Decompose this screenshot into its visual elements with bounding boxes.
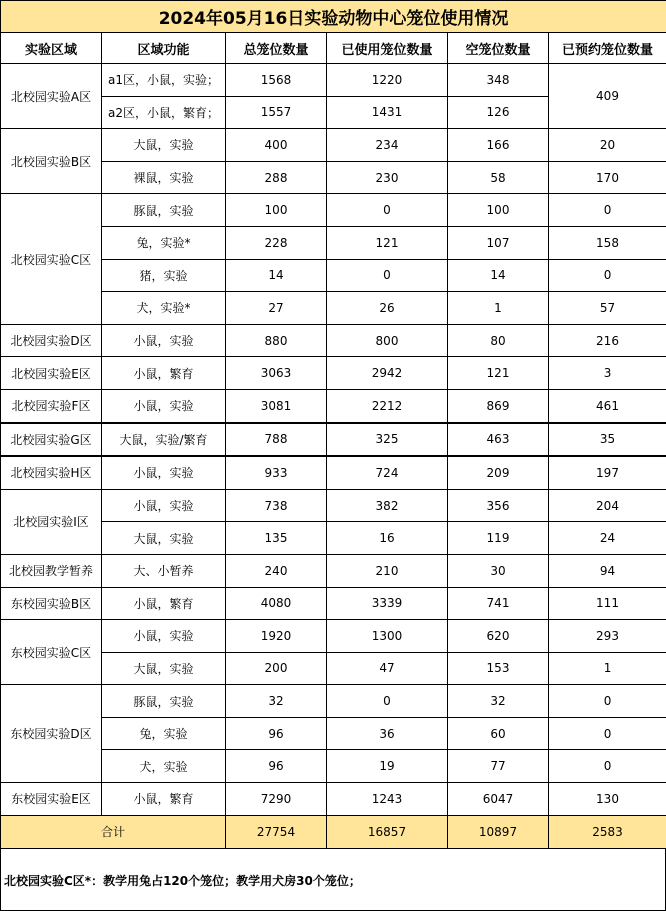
empty-cell: 741 bbox=[448, 587, 549, 620]
used-cell: 0 bbox=[327, 259, 448, 292]
reserved-cell: 24 bbox=[549, 522, 666, 555]
total-label: 合计 bbox=[1, 815, 226, 848]
table-row bbox=[1, 357, 666, 390]
empty-cell: 348 bbox=[448, 64, 549, 97]
reserved-cell: 461 bbox=[549, 389, 666, 422]
area-cell: 东校园实验E区 bbox=[1, 783, 102, 816]
reserved-cell: 1 bbox=[549, 652, 666, 685]
function-cell: 小鼠，实验 bbox=[102, 324, 226, 357]
table-row bbox=[1, 324, 666, 357]
function-cell: 小鼠，实验 bbox=[102, 620, 226, 653]
used-cell: 325 bbox=[327, 423, 448, 457]
total-cell: 933 bbox=[226, 456, 327, 489]
total-cell: 240 bbox=[226, 554, 327, 587]
table-row bbox=[1, 194, 666, 227]
used-cell: 0 bbox=[327, 194, 448, 227]
used-cell: 234 bbox=[327, 129, 448, 162]
empty-cell: 620 bbox=[448, 620, 549, 653]
used-cell: 724 bbox=[327, 456, 448, 489]
reserved-cell: 158 bbox=[549, 226, 666, 259]
function-cell: 小鼠，繁育 bbox=[102, 587, 226, 620]
reserved-cell: 409 bbox=[549, 64, 666, 129]
reserved-cell: 216 bbox=[549, 324, 666, 357]
total-sum-cell: 27754 bbox=[226, 815, 327, 848]
reserved-sum-cell: 2583 bbox=[549, 815, 666, 848]
total-cell: 7290 bbox=[226, 783, 327, 816]
empty-cell: 107 bbox=[448, 226, 549, 259]
function-cell: 大鼠，实验/繁育 bbox=[102, 423, 226, 457]
empty-cell: 30 bbox=[448, 554, 549, 587]
table-row bbox=[1, 587, 666, 620]
total-cell: 1568 bbox=[226, 64, 327, 97]
used-cell: 121 bbox=[327, 226, 448, 259]
reserved-cell: 94 bbox=[549, 554, 666, 587]
empty-cell: 80 bbox=[448, 324, 549, 357]
empty-cell: 60 bbox=[448, 717, 549, 750]
total-cell: 4080 bbox=[226, 587, 327, 620]
reserved-cell: 57 bbox=[549, 292, 666, 325]
table-row bbox=[1, 64, 666, 97]
reserved-cell: 170 bbox=[549, 161, 666, 194]
used-cell: 0 bbox=[327, 685, 448, 718]
used-cell: 19 bbox=[327, 750, 448, 783]
function-cell: a2区，小鼠，繁育； bbox=[102, 96, 226, 129]
header-empty-cages: 空笼位数量 bbox=[448, 33, 549, 64]
used-cell: 47 bbox=[327, 652, 448, 685]
used-sum-cell: 16857 bbox=[327, 815, 448, 848]
total-cell: 135 bbox=[226, 522, 327, 555]
table-row bbox=[1, 129, 666, 162]
reserved-cell: 35 bbox=[549, 423, 666, 457]
function-cell: 小鼠，实验 bbox=[102, 489, 226, 522]
function-cell: 兔，实验 bbox=[102, 717, 226, 750]
header-total-cages: 总笼位数量 bbox=[226, 33, 327, 64]
empty-cell: 77 bbox=[448, 750, 549, 783]
function-cell: 大、小暂养 bbox=[102, 554, 226, 587]
total-cell: 288 bbox=[226, 161, 327, 194]
area-cell: 北校园实验B区 bbox=[1, 129, 102, 194]
total-cell: 880 bbox=[226, 324, 327, 357]
area-cell: 北校园实验F区 bbox=[1, 389, 102, 422]
reserved-cell: 0 bbox=[549, 717, 666, 750]
total-cell: 27 bbox=[226, 292, 327, 325]
reserved-cell: 197 bbox=[549, 456, 666, 489]
reserved-cell: 20 bbox=[549, 129, 666, 162]
empty-cell: 100 bbox=[448, 194, 549, 227]
empty-cell: 209 bbox=[448, 456, 549, 489]
function-cell: 猪，实验 bbox=[102, 259, 226, 292]
used-cell: 1243 bbox=[327, 783, 448, 816]
reserved-cell: 111 bbox=[549, 587, 666, 620]
used-cell: 1431 bbox=[327, 96, 448, 129]
reserved-cell: 0 bbox=[549, 750, 666, 783]
area-cell: 北校园实验G区 bbox=[1, 423, 102, 457]
header-function: 区域功能 bbox=[102, 33, 226, 64]
empty-cell: 1 bbox=[448, 292, 549, 325]
footnote: 北校园实验C区*：教学用兔占120个笼位；教学用犬房30个笼位； bbox=[4, 873, 361, 888]
function-cell: 犬，实验 bbox=[102, 750, 226, 783]
empty-cell: 869 bbox=[448, 389, 549, 422]
reserved-cell: 0 bbox=[549, 259, 666, 292]
function-cell: 大鼠，实验 bbox=[102, 522, 226, 555]
reserved-cell: 0 bbox=[549, 685, 666, 718]
total-cell: 200 bbox=[226, 652, 327, 685]
total-cell: 228 bbox=[226, 226, 327, 259]
function-cell: a1区，小鼠，实验； bbox=[102, 64, 226, 97]
total-cell: 400 bbox=[226, 129, 327, 162]
function-cell: 大鼠，实验 bbox=[102, 129, 226, 162]
empty-cell: 463 bbox=[448, 423, 549, 457]
total-cell: 96 bbox=[226, 750, 327, 783]
area-cell: 北校园实验A区 bbox=[1, 64, 102, 129]
table-row bbox=[1, 389, 666, 422]
total-cell: 738 bbox=[226, 489, 327, 522]
used-cell: 3339 bbox=[327, 587, 448, 620]
function-cell: 犬，实验* bbox=[102, 292, 226, 325]
area-cell: 北校园实验E区 bbox=[1, 357, 102, 390]
reserved-cell: 293 bbox=[549, 620, 666, 653]
table-row bbox=[1, 489, 666, 522]
used-cell: 16 bbox=[327, 522, 448, 555]
empty-cell: 32 bbox=[448, 685, 549, 718]
empty-cell: 356 bbox=[448, 489, 549, 522]
table-row bbox=[1, 783, 666, 816]
area-cell: 东校园实验C区 bbox=[1, 620, 102, 685]
function-cell: 小鼠，实验 bbox=[102, 456, 226, 489]
empty-cell: 126 bbox=[448, 96, 549, 129]
empty-sum-cell: 10897 bbox=[448, 815, 549, 848]
used-cell: 382 bbox=[327, 489, 448, 522]
table-row bbox=[1, 554, 666, 587]
used-cell: 1220 bbox=[327, 64, 448, 97]
empty-cell: 166 bbox=[448, 129, 549, 162]
function-cell: 小鼠，实验 bbox=[102, 389, 226, 422]
function-cell: 豚鼠，实验 bbox=[102, 685, 226, 718]
total-cell: 3063 bbox=[226, 357, 327, 390]
total-cell: 1920 bbox=[226, 620, 327, 653]
used-cell: 210 bbox=[327, 554, 448, 587]
reserved-cell: 0 bbox=[549, 194, 666, 227]
used-cell: 36 bbox=[327, 717, 448, 750]
area-cell: 东校园实验B区 bbox=[1, 587, 102, 620]
used-cell: 2942 bbox=[327, 357, 448, 390]
total-row bbox=[1, 815, 666, 848]
area-cell: 北校园实验I区 bbox=[1, 489, 102, 554]
area-cell: 北校园实验C区 bbox=[1, 194, 102, 324]
used-cell: 230 bbox=[327, 161, 448, 194]
header-reserved-cages: 已预约笼位数量 bbox=[549, 33, 666, 64]
table-row bbox=[1, 423, 666, 457]
area-cell: 北校园实验D区 bbox=[1, 324, 102, 357]
empty-cell: 121 bbox=[448, 357, 549, 390]
total-cell: 96 bbox=[226, 717, 327, 750]
empty-cell: 58 bbox=[448, 161, 549, 194]
header-used-cages: 已使用笼位数量 bbox=[327, 33, 448, 64]
header-area: 实验区域 bbox=[1, 33, 102, 64]
total-cell: 1557 bbox=[226, 96, 327, 129]
empty-cell: 6047 bbox=[448, 783, 549, 816]
table-row bbox=[1, 685, 666, 718]
table-row bbox=[1, 456, 666, 489]
table-row bbox=[1, 620, 666, 653]
used-cell: 1300 bbox=[327, 620, 448, 653]
reserved-cell: 130 bbox=[549, 783, 666, 816]
total-cell: 14 bbox=[226, 259, 327, 292]
used-cell: 800 bbox=[327, 324, 448, 357]
total-cell: 3081 bbox=[226, 389, 327, 422]
used-cell: 2212 bbox=[327, 389, 448, 422]
empty-cell: 119 bbox=[448, 522, 549, 555]
total-cell: 788 bbox=[226, 423, 327, 457]
function-cell: 兔，实验* bbox=[102, 226, 226, 259]
area-cell: 东校园实验D区 bbox=[1, 685, 102, 783]
function-cell: 小鼠，繁育 bbox=[102, 357, 226, 390]
reserved-cell: 3 bbox=[549, 357, 666, 390]
used-cell: 26 bbox=[327, 292, 448, 325]
reserved-cell: 204 bbox=[549, 489, 666, 522]
function-cell: 小鼠，繁育 bbox=[102, 783, 226, 816]
table-title: 2024年05月16日实验动物中心笼位使用情况 bbox=[1, 1, 666, 33]
empty-cell: 14 bbox=[448, 259, 549, 292]
function-cell: 裸鼠，实验 bbox=[102, 161, 226, 194]
function-cell: 豚鼠，实验 bbox=[102, 194, 226, 227]
empty-cell: 153 bbox=[448, 652, 549, 685]
total-cell: 32 bbox=[226, 685, 327, 718]
total-cell: 100 bbox=[226, 194, 327, 227]
area-cell: 北校园教学暂养 bbox=[1, 554, 102, 587]
function-cell: 大鼠，实验 bbox=[102, 652, 226, 685]
area-cell: 北校园实验H区 bbox=[1, 456, 102, 489]
